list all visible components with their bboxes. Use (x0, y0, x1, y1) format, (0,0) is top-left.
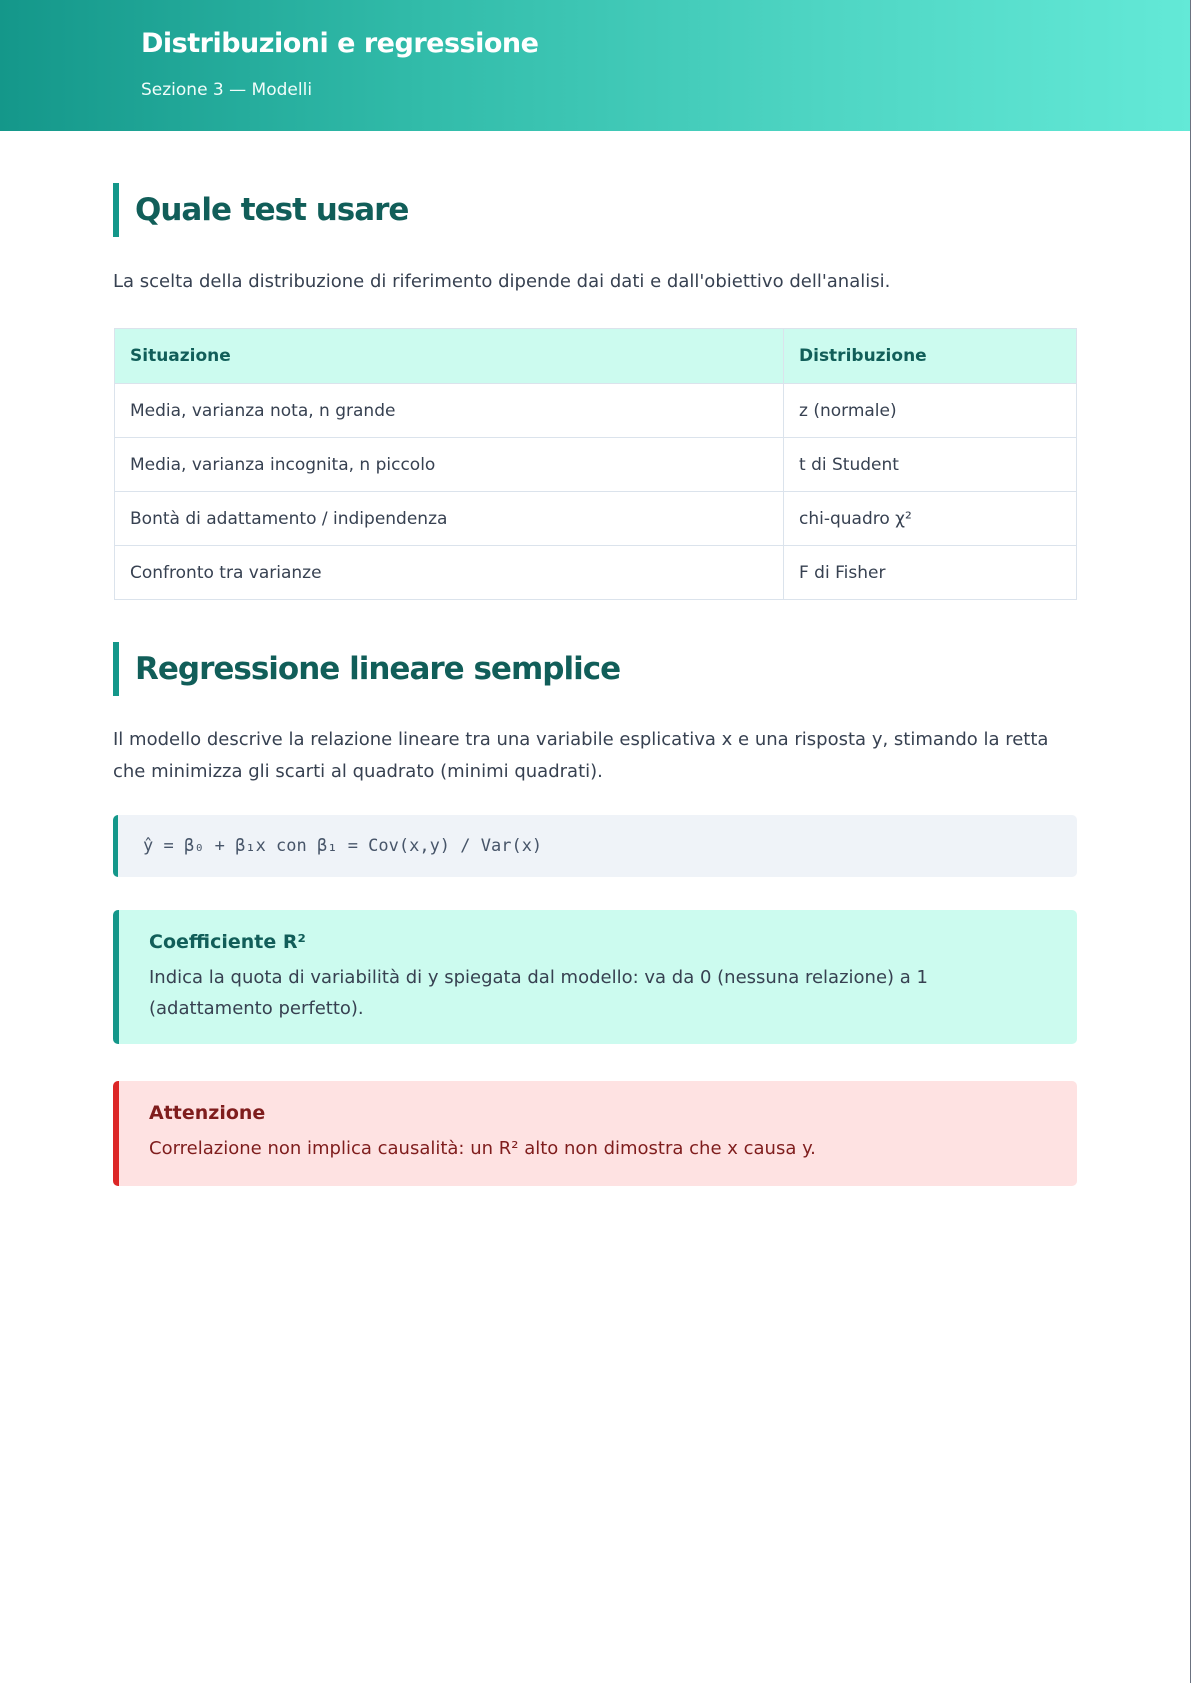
section-intro-regression: Il modello descrive la relazione lineare tra una variabile esplicativa x e una risposta y, stimando la retta che minimizza gli scarti al quadrato (minimi quadrati). (113, 729, 1049, 782)
page-header (0, 0, 1190, 131)
table-row (115, 546, 1077, 600)
table-cell-distribution: chi-quadro χ² (784, 492, 1077, 546)
warning-text: Correlazione non implica causalità: un R² alto non dimostra che x causa y. (149, 1138, 816, 1159)
table-cell-situation: Media, varianza incognita, n piccolo (115, 438, 784, 492)
document-subtitle: Sezione 3 — Modelli (141, 80, 313, 100)
table-cell-distribution: F di Fisher (784, 546, 1077, 600)
note-title: Coefficiente R² (149, 931, 306, 953)
table-row (115, 492, 1077, 546)
section-intro-test: La scelta della distribuzione di riferimento dipende dai dati e dall'obiettivo dell'analisi. (113, 271, 891, 292)
document-title: Distribuzioni e regressione (141, 28, 539, 59)
note-callout (113, 910, 1077, 1044)
table-cell-distribution: t di Student (784, 438, 1077, 492)
table-cell-situation: Media, varianza nota, n grande (115, 384, 784, 438)
table-cell-situation: Confronto tra varianze (115, 546, 784, 600)
warning-callout (113, 1081, 1077, 1186)
section-heading-regression: Regressione lineare semplice (113, 642, 620, 696)
warning-title: Attenzione (149, 1102, 266, 1124)
regression-formula: ŷ = β₀ + β₁x con β₁ = Cov(x,y) / Var(x) (113, 815, 1077, 877)
table-row (115, 438, 1077, 492)
note-text: Indica la quota di variabilità di y spiegata dal modello: va da 0 (nessuna relazione) a 1 (adattamento perfetto). (149, 967, 928, 1019)
table-row (115, 384, 1077, 438)
table-header-situation: Situazione (115, 329, 784, 384)
test-selection-table (114, 328, 1077, 600)
table-cell-distribution: z (normale) (784, 384, 1077, 438)
table-header-row (115, 329, 1077, 384)
table-cell-situation: Bontà di adattamento / indipendenza (115, 492, 784, 546)
table-header-distribution: Distribuzione (784, 329, 1077, 384)
section-heading-test: Quale test usare (113, 183, 408, 237)
